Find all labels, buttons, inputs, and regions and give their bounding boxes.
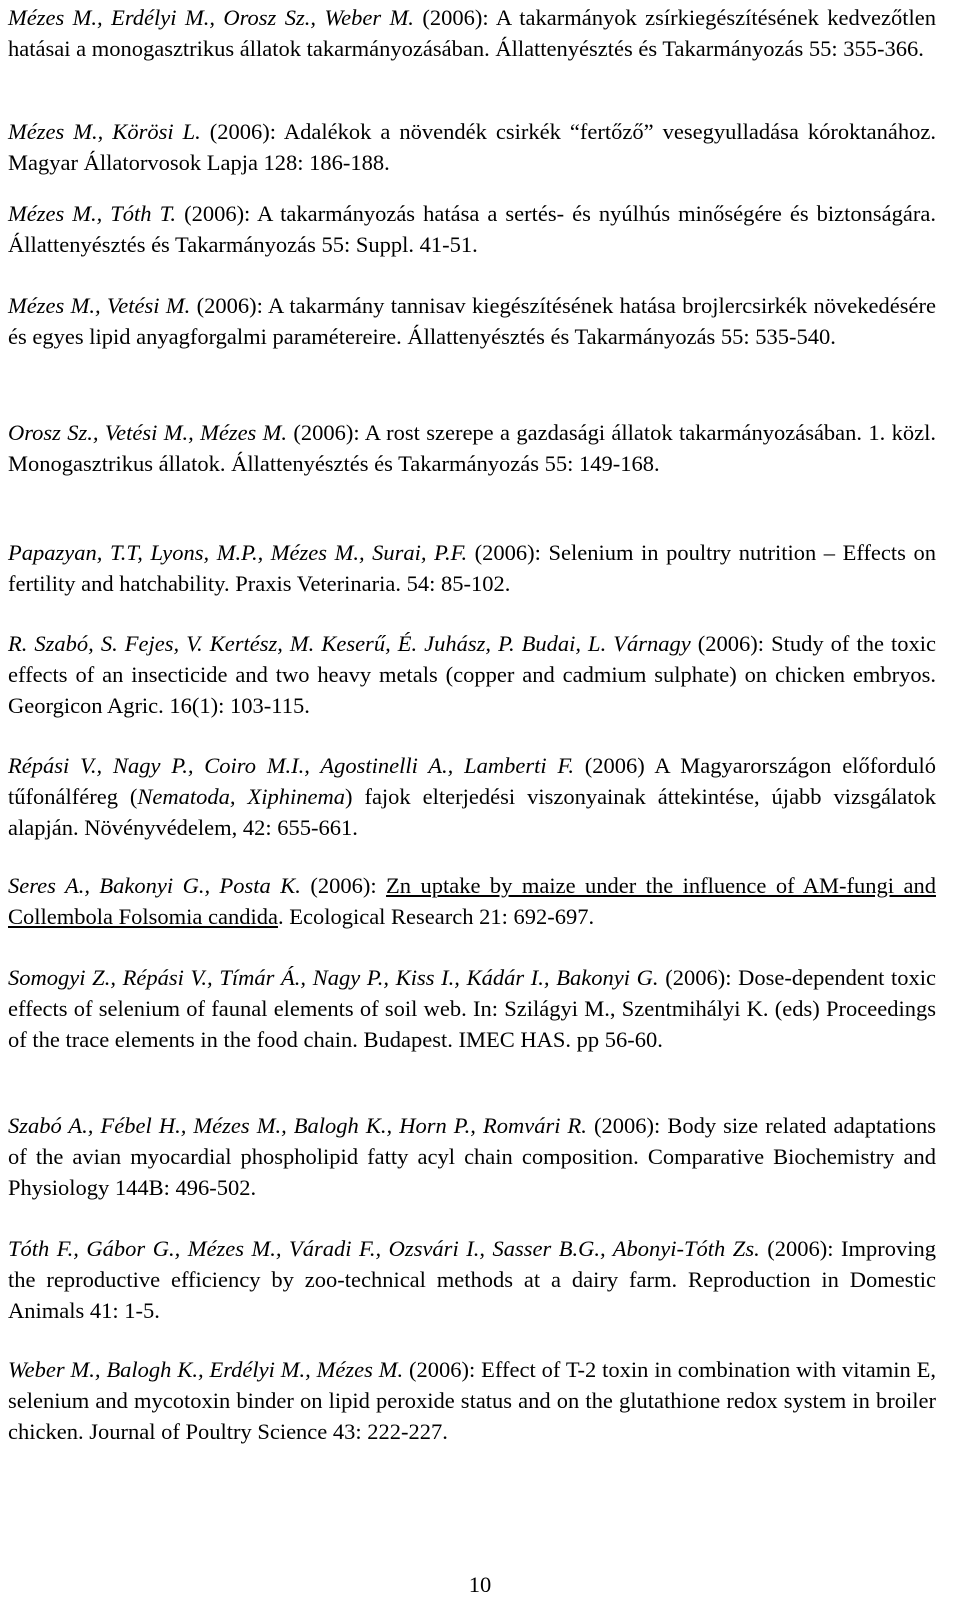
reference-text: (2006): Dose-dependent toxic effects of selenium of faunal elements of soil web. In: Szilágyi M., Szentmihályi K. (eds) Proceedings of the trace elements in the food chain. Budapest. IMEC HAS. pp 56-60. <box>8 965 937 1052</box>
reference-entry <box>8 750 936 843</box>
reference-authors: Répási V., Nagy P., Coiro M.I., Agostinelli A., Lamberti F. <box>8 753 574 778</box>
reference-genus-names: Nematoda, Xiphinema <box>137 784 345 809</box>
reference-authors: R. Szabó, S. Fejes, V. Kertész, M. Keserű, É. Juhász, P. Budai, L. Várnagy <box>8 631 691 656</box>
reference-entry <box>8 1110 936 1203</box>
reference-text: . Ecological Research 21: 692-697. <box>277 904 595 929</box>
reference-title-link[interactable]: Zn uptake by maize under the influence of AM-fungi and Collembola Folsomia candida <box>8 873 936 929</box>
reference-text: (2006): Adalékok a növendék csirkék “fertőző” vesegyulladása kóroktanához. Magyar Állatorvosok Lapja 128: 186-188. <box>8 119 936 175</box>
reference-entry <box>8 962 936 1055</box>
reference-authors: Mézes M., Tóth T. <box>8 201 177 226</box>
reference-authors: Somogyi Z., Répási V., Tímár Á., Nagy P., Kiss I., Kádár I., Bakonyi G. <box>8 965 659 990</box>
reference-entry <box>8 1233 936 1326</box>
reference-text: (2006): A takarmányozás hatása a sertés- és nyúlhús minőségére és biztonságára. Állattenyésztés és Takarmányozás 55: Suppl. 41-51. <box>8 201 936 257</box>
reference-authors: Seres A., Bakonyi G., Posta K. <box>8 873 301 898</box>
reference-text: (2006): Effect of T-2 toxin in combination with vitamin E, selenium and mycotoxin binder on lipid peroxide status and on the glutathione redox system in broiler chicken. Journal of Poultry Science 43: 222-227. <box>8 1357 936 1444</box>
reference-text: (2006): A takarmányok zsírkiegészítésének kedvezőtlen hatásai a monogasztrikus állatok takarmányozásában. Állattenyésztés és Takarmányozás 55: 355-366. <box>8 5 936 61</box>
reference-text: (2006): Body size related adaptations of the avian myocardial phospholipid fatty acyl chain composition. Comparative Biochemistry and Physiology 144B: 496-502. <box>8 1113 936 1200</box>
reference-entry <box>8 116 936 178</box>
reference-authors: Mézes M., Erdélyi M., Orosz Sz., Weber M. <box>8 5 414 30</box>
reference-text: ) fajok elterjedési viszonyainak áttekintése, újabb vizsgálatok alapján. Növényvédelem, 42: 655-661. <box>8 784 936 840</box>
reference-text: (2006): <box>300 873 387 898</box>
reference-text: (2006): A rost szerepe a gazdasági állatok takarmányozásában. 1. közl. Monogasztrikus állatok. Állattenyésztés és Takarmányozás 55: 149-168. <box>8 420 936 476</box>
reference-authors: Weber M., Balogh K., Erdélyi M., Mézes M. <box>8 1357 404 1382</box>
reference-entry <box>8 870 936 932</box>
reference-entry <box>8 537 936 599</box>
reference-text: (2006): Selenium in poultry nutrition – Effects on fertility and hatchability. Praxis Veterinaria. 54: 85-102. <box>8 540 936 596</box>
reference-entry <box>8 417 936 479</box>
reference-authors: Papazyan, T.T, Lyons, M.P., Mézes M., Surai, P.F. <box>8 540 468 565</box>
reference-authors: Mézes M., Körösi L. <box>8 119 201 144</box>
reference-entry <box>8 290 936 352</box>
reference-text: (2006): Improving the reproductive efficiency by zoo-technical methods at a dairy farm. Reproduction in Domestic Animals 41: 1-5. <box>8 1236 936 1323</box>
reference-authors: Mézes M., Vetési M. <box>8 293 191 318</box>
reference-entry <box>8 2 936 64</box>
reference-entry <box>8 628 936 721</box>
reference-text: (2006): Study of the toxic effects of an insecticide and two heavy metals (copper and cadmium sulphate) on chicken embryos. Georgicon Agric. 16(1): 103-115. <box>8 631 936 718</box>
reference-entry <box>8 198 936 260</box>
reference-authors: Szabó A., Fébel H., Mézes M., Balogh K., Horn P., Romvári R. <box>8 1113 587 1138</box>
page-number: 10 <box>468 1572 492 1597</box>
reference-authors: Orosz Sz., Vetési M., Mézes M. <box>8 420 288 445</box>
reference-entry <box>8 1354 936 1447</box>
reference-text: (2006): A takarmány tannisav kiegészítésének hatása brojlercsirkék növekedésére és egyes lipid anyagforgalmi paramétereire. Állattenyésztés és Takarmányozás 55: 535-540. <box>8 293 936 349</box>
reference-text: (2006) A Magyarországon előforduló tűfonálféreg ( <box>8 753 936 809</box>
reference-authors: Tóth F., Gábor G., Mézes M., Váradi F., Ozsvári I., Sasser B.G., Abonyi-Tóth Zs. <box>8 1236 760 1261</box>
